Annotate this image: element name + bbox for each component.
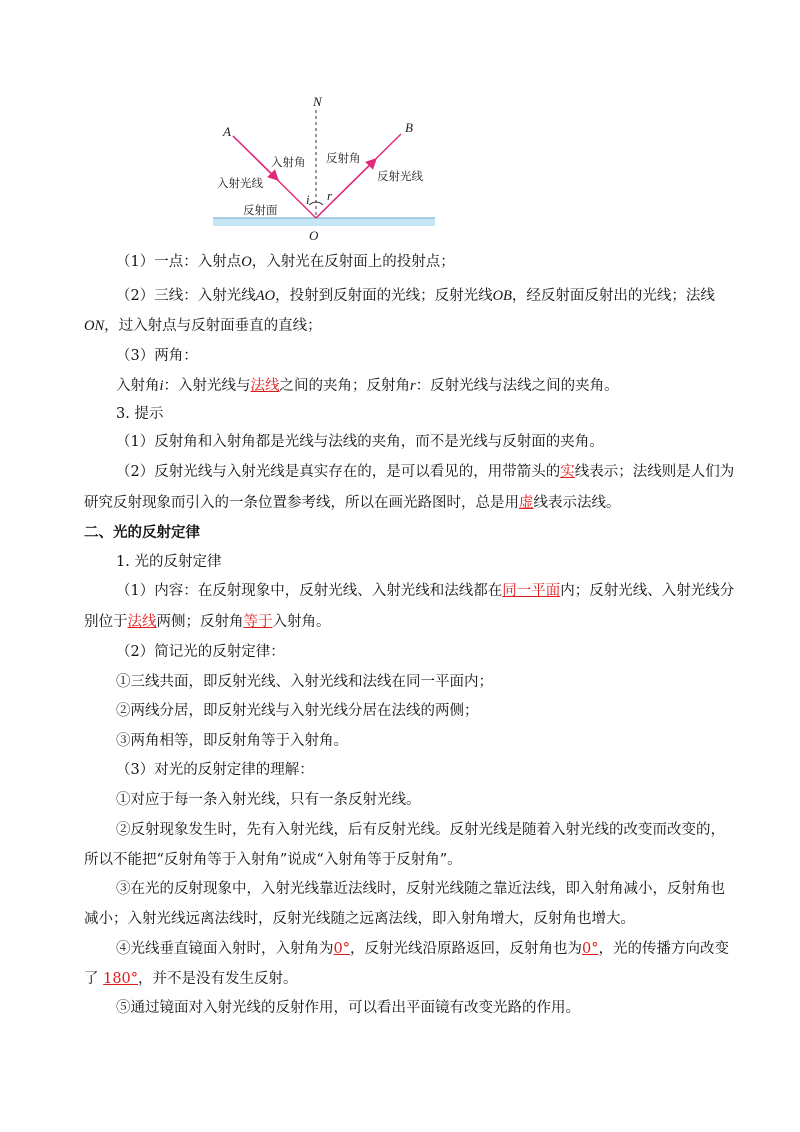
section-title: 二、光的反射定律 xyxy=(84,525,200,541)
label-a: A xyxy=(223,124,231,139)
law-content-cont: 别位于法线两侧；反射角等于入射角。 xyxy=(84,614,331,630)
understanding-2: ②反射现象发生时，先有入射光线，后有反射光线。反射光线是随着入射光线的改变而改变的， xyxy=(116,822,725,838)
reflected-ray-arrow xyxy=(316,160,375,218)
three-lines-definition-cont: ON，过入射点与反射面垂直的直线； xyxy=(84,318,322,334)
answer-solid: 实 xyxy=(560,464,575,480)
answer-equal: 等于 xyxy=(243,614,273,630)
incident-ray-label: 入射光线 xyxy=(217,176,263,190)
answer-normal-2: 法线 xyxy=(127,614,157,630)
answer-180-degree: 180° xyxy=(103,971,139,987)
law-content: （1）内容：在反射现象中，反射光线、入射光线和法线都在同一平面内；反射光线、入射光线分 xyxy=(116,583,735,599)
reflected-ray-label: 反射光线 xyxy=(377,169,423,183)
reflecting-surface-label: 反射面 xyxy=(243,203,278,217)
law-summary-3: ③两角相等，即反射角等于入射角。 xyxy=(116,733,348,749)
understanding-4: ④光线垂直镜面入射时，入射角为0°，反射光线沿原路返回，反射角也为0°，光的传播方向改变 xyxy=(116,941,729,957)
understanding-4-cont: 了 180°，并不是没有发生反射。 xyxy=(84,971,298,987)
answer-zero-degree: 0° xyxy=(333,941,350,957)
law-summary-1: ①三线共面，即反射光线、入射光线和法线在同一平面内； xyxy=(116,674,493,690)
answer-same-plane: 同一平面 xyxy=(502,583,561,599)
law-heading: 1. 光的反射定律 xyxy=(116,554,222,570)
hint-2-cont: 研究反射现象而引入的一条位置参考线，所以在画光路图时，总是用虚线表示法线。 xyxy=(84,495,621,511)
answer-normal: 法线 xyxy=(250,378,280,394)
law-summary-2: ②两线分居，即反射光线与入射光线分居在法线的两侧； xyxy=(116,703,479,719)
hint-heading: 3. 提示 xyxy=(116,406,164,422)
understanding-3: ③在光的反射现象中，入射光线靠近法线时，反射光线随之靠近法线，即入射角减小，反射角也 xyxy=(116,881,725,897)
reflection-angle-arc xyxy=(316,202,323,205)
two-angles-heading: （3）两角： xyxy=(116,348,198,364)
understanding-5: ⑤通过镜面对入射光线的反射作用，可以看出平面镜有改变光路的作用。 xyxy=(116,1000,580,1016)
point-definition: （1）一点：入射点O，入射光在反射面上的投射点； xyxy=(116,254,455,270)
angles-definition: 入射角i：入射光线与法线之间的夹角；反射角r：反射光线与法线之间的夹角。 xyxy=(116,378,619,394)
hint-2: （2）反射光线与入射光线是真实存在的，是可以看见的，用带箭头的实线表示；法线则是人们为 xyxy=(116,464,735,480)
answer-dashed: 虚 xyxy=(519,495,534,511)
label-r: r xyxy=(327,188,333,203)
answer-zero-degree-2: 0° xyxy=(581,941,599,957)
label-n: N xyxy=(313,94,322,109)
law-summary-heading: （2）简记光的反射定律： xyxy=(116,644,285,660)
label-b: B xyxy=(405,120,413,135)
understanding-1: ①对应于每一条入射光线，只有一条反射光线。 xyxy=(116,792,421,808)
hint-1: （1）反射角和入射角都是光线与法线的夹角，而不是光线与反射面的夹角。 xyxy=(116,434,604,450)
incident-angle-arc xyxy=(309,202,316,205)
reflection-diagram xyxy=(205,92,445,242)
reflecting-surface xyxy=(213,218,435,226)
incident-angle-label: 入射角 xyxy=(271,155,306,169)
label-i: i xyxy=(306,192,310,207)
reflection-angle-label: 反射角 xyxy=(326,151,361,165)
three-lines-definition: （2）三线：入射光线AO，投射到反射面的光线；反射光线OB，经反射面反射出的光线；法线 xyxy=(116,288,715,304)
understanding-3-cont: 减小；入射光线远离法线时，反射光线随之远离法线，即入射角增大，反射角也增大。 xyxy=(84,911,635,927)
understanding-2-cont: 所以不能把“反射角等于入射角”说成“入射角等于反射角”。 xyxy=(84,852,462,868)
label-o: O xyxy=(309,228,319,242)
understanding-heading: （3）对光的反射定律的理解： xyxy=(116,762,314,778)
